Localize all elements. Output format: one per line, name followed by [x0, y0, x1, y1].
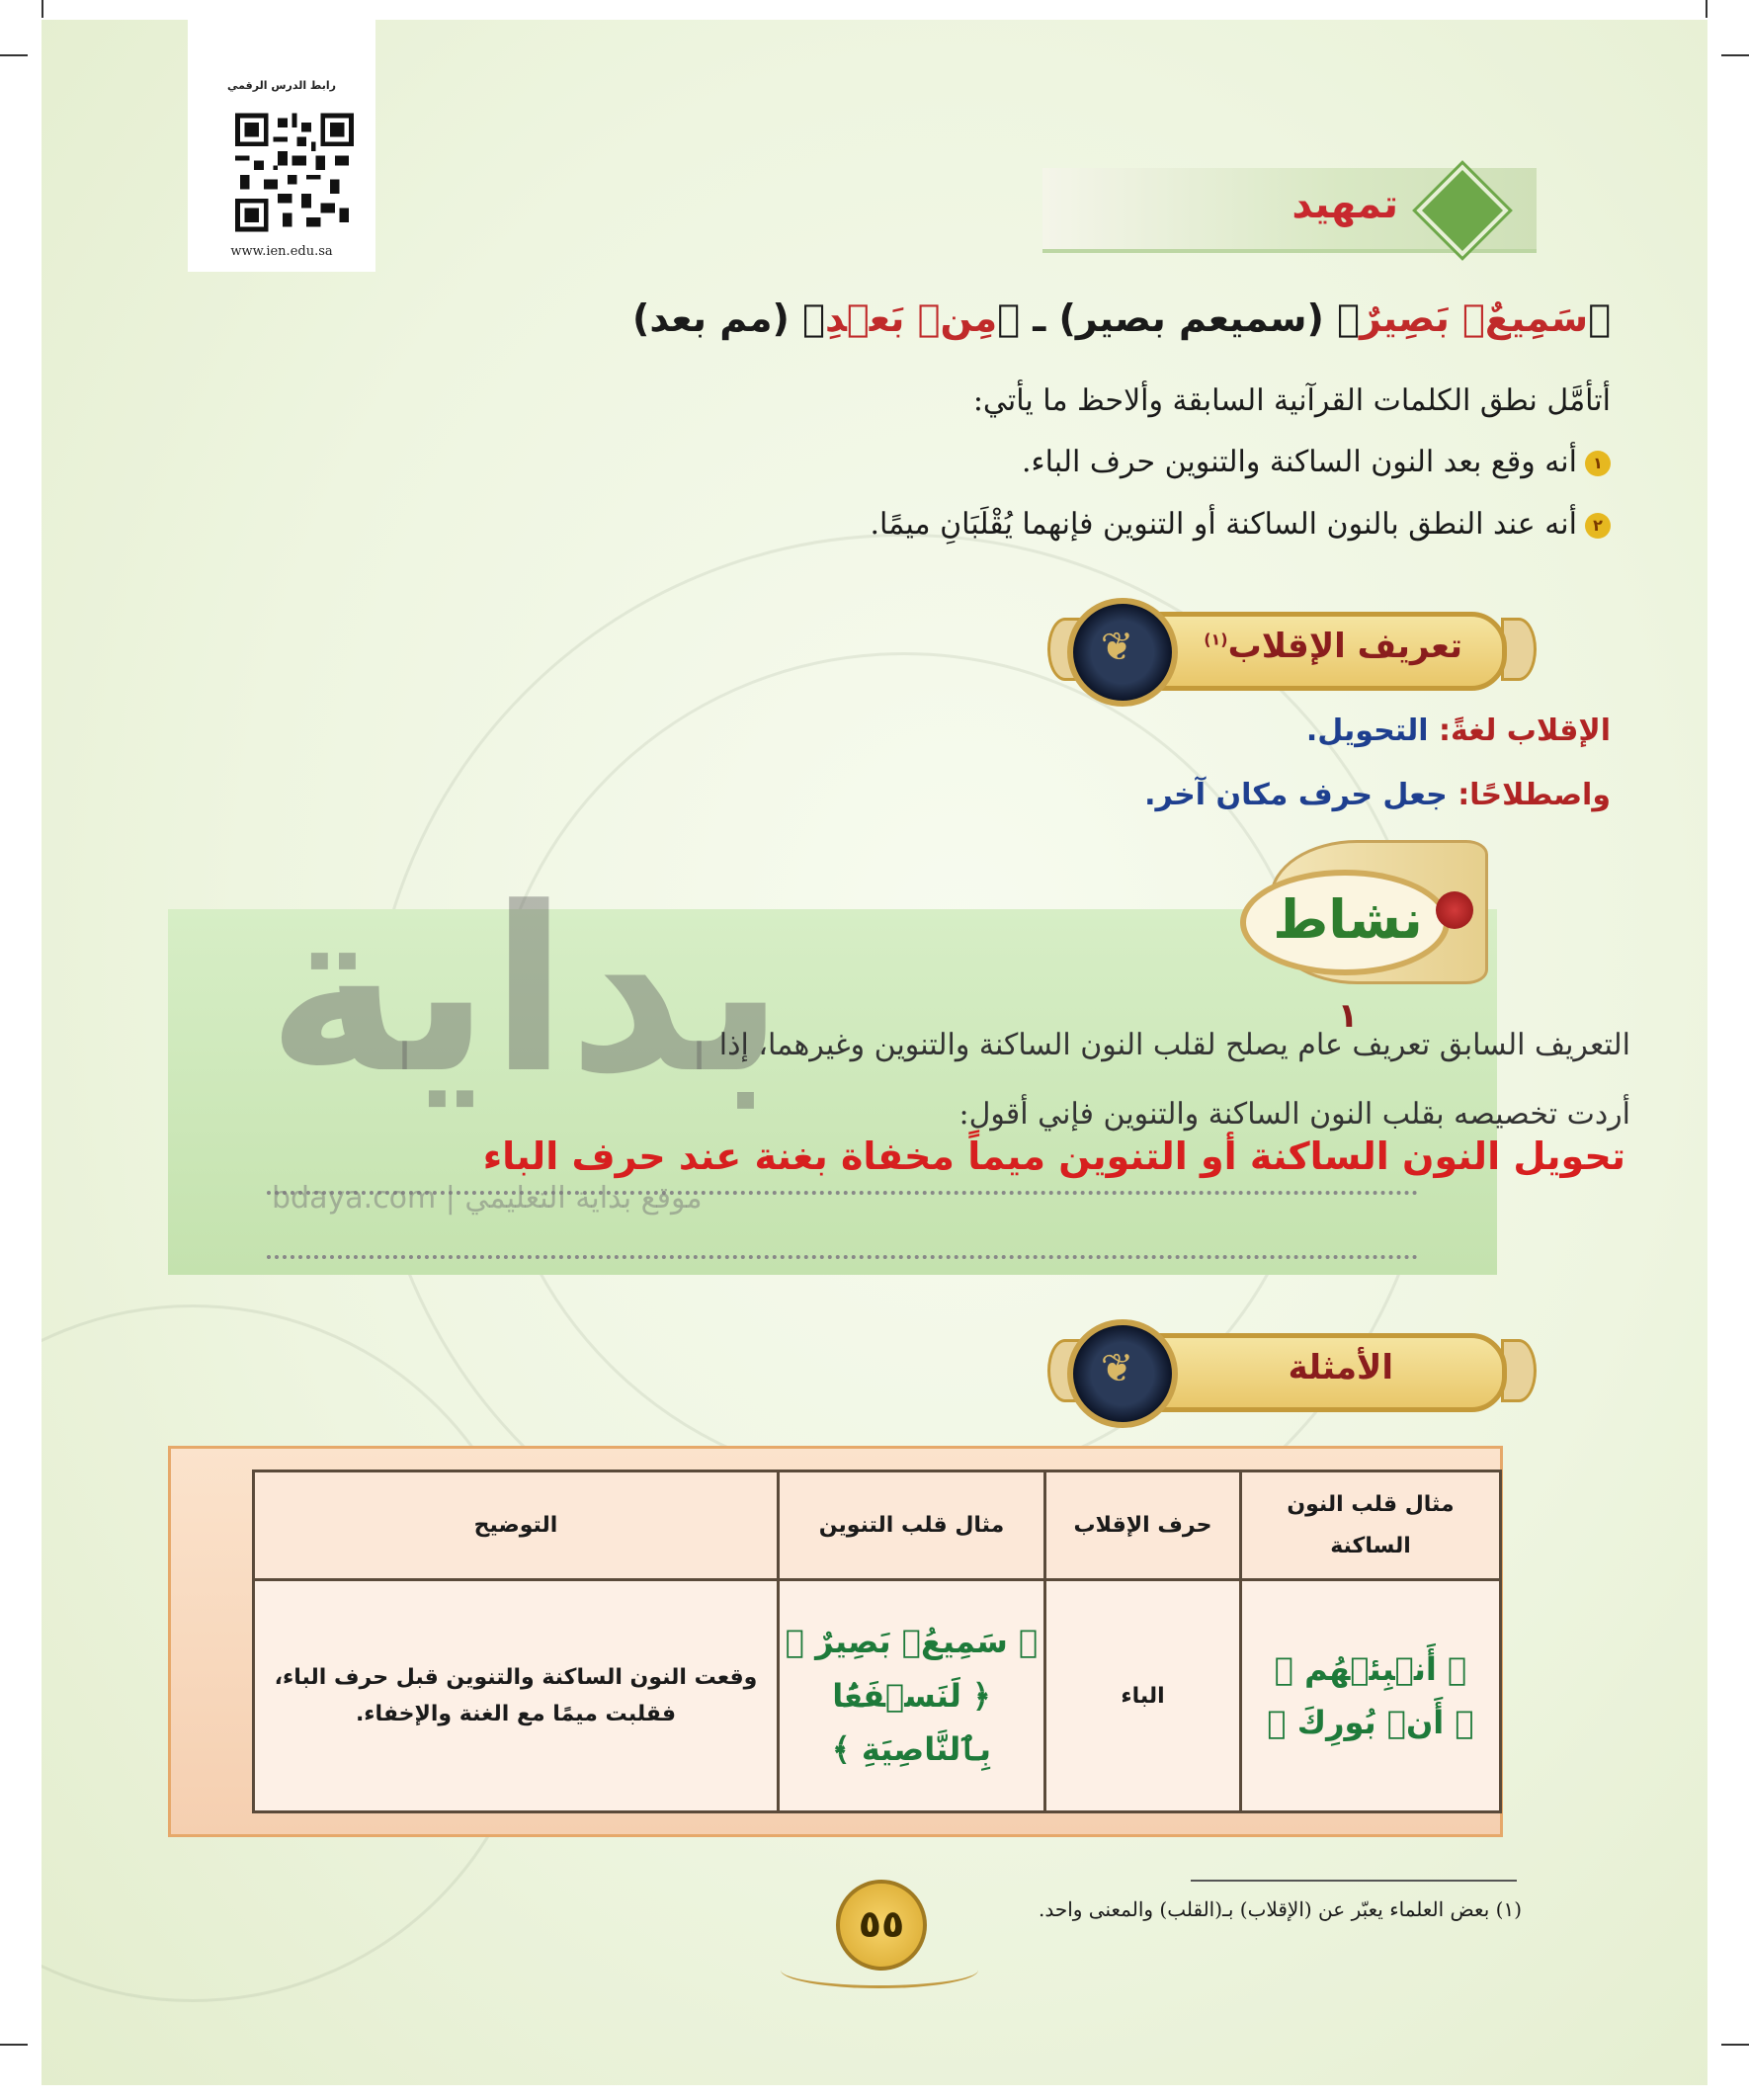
- intro-point: [870, 507, 1611, 542]
- iqlab-letter-cell: الباء: [1045, 1580, 1241, 1812]
- quran-word: سَمِيعٌۢ بَصِيرٌ: [1359, 296, 1589, 340]
- tanween-examples-cell: [779, 1580, 1045, 1812]
- activity-number: ١: [1337, 996, 1359, 1036]
- intro-instruction: أتأمَّل نطق الكلمات القرآنية السابقة وألاحظ ما يأتي:: [972, 383, 1611, 418]
- wax-seal-icon: [1436, 891, 1473, 929]
- crop-mark: [1706, 0, 1707, 18]
- point-number-badge: ٢: [1585, 513, 1611, 539]
- point-text: أنه عند النطق بالنون الساكنة أو التنوين فإنهما يُقْلَبَانِ ميمًا.: [870, 507, 1577, 542]
- answer-dotted-line: [267, 1255, 1418, 1259]
- quran-example-text: سَمِيعُۢ بَصِيرٌ: [815, 1623, 1008, 1661]
- ornate-bracket-icon: ﴾: [802, 296, 825, 340]
- quran-example: ﴿ لَنَسۡفَعَۢا بِٱلنَّاصِيَةِ ﴾: [831, 1676, 992, 1769]
- quran-example: ﴿ أَنۢبِئۡهُم ﴾: [1274, 1649, 1467, 1688]
- definition-technical: [1144, 778, 1611, 812]
- explanation-cell: [254, 1580, 779, 1812]
- intro-heading-band: [1042, 168, 1537, 253]
- footnote: (١) بعض العلماء يعبّر عن (الإقلاب) بـ(القلب) والمعنى واحد.: [1039, 1897, 1522, 1921]
- page-number-ornament: [781, 1952, 978, 1988]
- column-header: مثال قلب التنوين: [779, 1471, 1045, 1580]
- activity-answer[interactable]: تحويل النون الساكنة أو التنوين ميماً مخفاة بغنة عند حرف الباء: [482, 1134, 1625, 1178]
- examples-table: [252, 1470, 1502, 1813]
- definition-linguistic: [1306, 714, 1611, 748]
- activity-text-line: التعريف السابق تعريف عام يصلح لقلب النون الساكنة والتنوين وغيرهما، إذا: [718, 1028, 1630, 1062]
- ornate-bracket-icon: ﴿: [1588, 296, 1611, 340]
- activity-label-text: نشاط: [1273, 888, 1423, 951]
- quran-examples-line: [632, 296, 1611, 340]
- qr-panel: [188, 0, 375, 272]
- crop-mark: [1721, 2044, 1749, 2046]
- diamond-ornament-icon: [1416, 164, 1508, 256]
- pronunciation: (مم بعد): [631, 296, 790, 340]
- examples-heading: الأمثلة: [1288, 1348, 1393, 1387]
- activity-badge: [1240, 830, 1507, 1036]
- quran-word: مِنۢ بَعۡدِ: [824, 296, 998, 340]
- quran-example: ﴿ أَنۢ بُورِكَ ﴾: [1267, 1704, 1474, 1741]
- grape-leaf-icon: ❦: [1100, 625, 1134, 670]
- explanation-line: وقعت النون الساكنة والتنوين قبل حرف الباء،: [274, 1664, 758, 1690]
- definition-term: الإقلاب لغةً:: [1438, 714, 1611, 748]
- watermark: بداية: [267, 860, 785, 1124]
- activity-label-oval: [1240, 870, 1450, 1036]
- crop-mark: [1721, 54, 1749, 56]
- point-number-badge: ١: [1585, 451, 1611, 476]
- definition-value: التحويل.: [1305, 714, 1429, 748]
- explanation-line: فقلبت ميمًا مع الغنة والإخفاء.: [355, 1702, 677, 1726]
- qr-title: رابط الدرس الرقمي: [227, 79, 336, 92]
- footnote-divider: [1191, 1880, 1517, 1882]
- footnote-mark: (١): [1204, 630, 1228, 649]
- examples-banner: [1047, 1319, 1537, 1416]
- column-header: حرف الإقلاب: [1045, 1471, 1241, 1580]
- column-header: مثال قلب النون الساكنة: [1241, 1471, 1501, 1580]
- qr-code[interactable]: [235, 111, 354, 234]
- activity-text-line: أردت تخصيصه بقلب النون الساكنة والتنوين فإني أقول:: [958, 1097, 1630, 1132]
- definition-heading: [1204, 627, 1462, 666]
- table-row: [254, 1580, 1501, 1812]
- ornate-bracket-icon: ﴿: [997, 296, 1021, 340]
- pronunciation: (سميعم بصير): [1058, 296, 1324, 340]
- grape-leaf-icon: ❦: [1100, 1346, 1134, 1391]
- quran-example-text: لَنَسۡفَعَۢا بِٱلنَّاصِيَةِ: [832, 1676, 992, 1769]
- ornate-bracket-icon: ﴾: [1337, 296, 1360, 340]
- intro-heading: تمهيد: [1291, 182, 1398, 227]
- page-number: ٥٥: [836, 1880, 927, 1971]
- noon-examples-cell: [1241, 1580, 1501, 1812]
- grape-medallion-icon: [1067, 598, 1178, 707]
- quran-example-text: أَنۢ بُورِكَ: [1296, 1704, 1445, 1741]
- crop-mark: [42, 0, 43, 18]
- definition-value: جعل حرف مكان آخر.: [1144, 778, 1448, 812]
- crop-mark: [0, 2044, 28, 2046]
- definition-term: واصطلاحًا:: [1458, 778, 1611, 812]
- watermark-url: bdaya.com | موقع بداية التعليمي: [272, 1181, 703, 1216]
- intro-point: [1022, 445, 1611, 479]
- separator: ـ: [1033, 296, 1046, 340]
- definition-banner: [1047, 598, 1537, 695]
- qr-url[interactable]: www.ien.edu.sa: [230, 244, 333, 259]
- table-header-row: [254, 1471, 1501, 1580]
- crop-mark: [0, 54, 28, 56]
- quran-example: ﴿ سَمِيعُۢ بَصِيرٌ ﴾: [785, 1623, 1039, 1661]
- quran-example-text: أَنۢبِئۡهُم: [1304, 1649, 1437, 1688]
- point-text: أنه وقع بعد النون الساكنة والتنوين حرف الباء.: [1021, 445, 1577, 479]
- grape-medallion-icon: [1067, 1319, 1178, 1428]
- column-header: التوضيح: [254, 1471, 779, 1580]
- definition-heading-text: تعريف الإقلاب: [1227, 627, 1462, 666]
